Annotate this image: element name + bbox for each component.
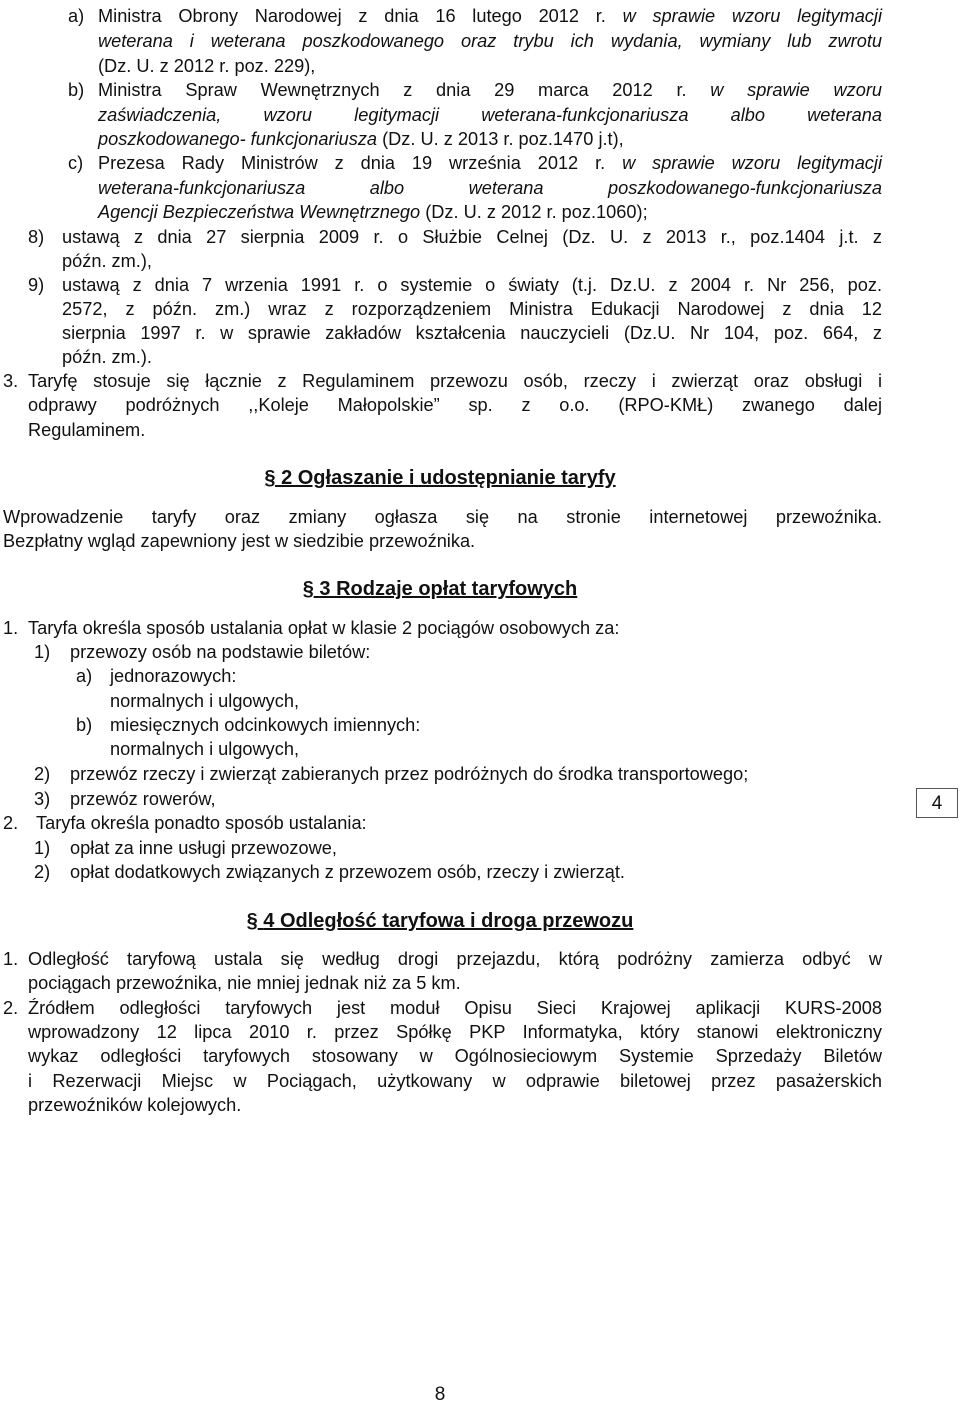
item-3-label: 3.	[3, 371, 19, 391]
sec3-item2-sub2-text: opłat dodatkowych związanych z przewozem osób, rzeczy i zwierząt.	[70, 862, 625, 882]
sec3-sub-a-detail: normalnych i ulgowych,	[110, 691, 300, 711]
sec3-item2-sub2-label: 2)	[34, 862, 51, 882]
item-9-line1: ustawą z dnia 7 wrzenia 1991 r. o systemie o światy (t.j. Dz.U. z 2004 r. Nr 256, poz.	[62, 275, 882, 295]
sec4-item1-line2: pociągach przewoźnika, nie mniej jednak niż za 5 km.	[28, 973, 461, 993]
sec3-item2-sub1-text: opłat za inne usługi przewozowe,	[70, 838, 337, 858]
item-3-line3: Regulaminem.	[28, 420, 146, 440]
sec3-item2-label: 2.	[3, 813, 19, 833]
item-8-line2: późn. zm.),	[62, 251, 152, 271]
item-a-label: a)	[68, 6, 85, 26]
sec4-item2-line2: wprowadzony 12 lipca 2010 r. przez Spółkę PKP Informatyka, który stanowi elektroniczny	[28, 1022, 882, 1042]
item-c-line3: Agencji Bezpieczeństwa Wewnętrznego (Dz. U. z 2012 r. poz.1060);	[98, 202, 648, 222]
section-2-para-line1: Wprowadzenie taryfy oraz zmiany ogłasza się na stronie internetowej przewoźnika.	[3, 507, 882, 527]
sec4-item2-label: 2.	[3, 998, 19, 1018]
sec3-item1-text: Taryfa określa sposób ustalania opłat w klasie 2 pociągów osobowych za:	[28, 618, 620, 638]
item-c-line1: Prezesa Rady Ministrów z dnia 19 września 2012 r. w sprawie wzoru legitymacji	[98, 153, 882, 173]
section-2-heading: § 2 Ogłaszanie i udostępnianie taryfy	[264, 467, 616, 489]
item-a-line2: weterana i weterana poszkodowanego oraz trybu ich wydania, wymiany lub zwrotu	[98, 31, 882, 51]
footer-page-number: 8	[434, 1384, 446, 1405]
item-9-line2: 2572, z późn. zm.) wraz z rozporządzeniem Ministra Edukacji Narodowej z dnia 12	[62, 299, 882, 319]
sec3-sub3-text: przewóz rowerów,	[70, 789, 216, 809]
sec3-sub2-label: 2)	[34, 764, 51, 784]
item-3-line1: Taryfę stosuje się łącznie z Regulaminem przewozu osób, rzeczy i zwierząt oraz obsługi i	[28, 371, 882, 391]
sec4-item2-line4: i Rezerwacji Miejsc w Pociągach, użytkowany w odprawie biletowej przez pasażerskich	[28, 1071, 882, 1091]
sec4-item2-line1: Źródłem odległości taryfowych jest moduł Opisu Sieci Krajowej aplikacji KURS-2008	[28, 998, 882, 1018]
item-b-label: b)	[68, 80, 85, 100]
sec3-sub-a-label: a)	[76, 666, 93, 686]
sec3-sub2-text: przewóz rzeczy i zwierząt zabieranych przez podróżnych do środka transportowego;	[70, 764, 749, 784]
item-b-line3: poszkodowanego- funkcjonariusza (Dz. U. z 2013 r. poz.1470 j.t),	[98, 129, 624, 149]
section-3-heading: § 3 Rodzaje opłat taryfowych	[302, 578, 578, 600]
sec3-sub3-label: 3)	[34, 789, 51, 809]
item-3-line2: odprawy podróżnych ,,Koleje Małopolskie” sp. z o.o. (RPO-KMŁ) zwanego dalej	[28, 395, 882, 415]
sec4-item2-line3: wykaz odległości taryfowych stosowany w Ogólnosieciowym Systemie Sprzedaży Biletów	[28, 1046, 882, 1066]
item-9-label: 9)	[28, 275, 45, 295]
section-2-para-line2: Bezpłatny wgląd zapewniony jest w siedzibie przewoźnika.	[3, 531, 476, 551]
item-8-label: 8)	[28, 227, 45, 247]
item-c-label: c)	[68, 153, 84, 173]
item-a-line1: Ministra Obrony Narodowej z dnia 16 lutego 2012 r. w sprawie wzoru legitymacji	[98, 6, 882, 26]
item-9-line4: późn. zm.).	[62, 347, 152, 367]
sec3-sub1-label: 1)	[34, 642, 51, 662]
sec3-sub-a-text: jednorazowych:	[110, 666, 237, 686]
item-c-line2: weterana-funkcjonariusza albo weterana poszkodowanego-funkcjonariusza	[98, 178, 882, 198]
item-9-line3: sierpnia 1997 r. w sprawie zakładów kształcenia nauczycieli (Dz.U. Nr 104, poz. 664, z	[62, 323, 882, 343]
item-b-line2: zaświadczenia, wzoru legitymacji weterana-funkcjonariusza albo weterana	[98, 105, 882, 125]
sec4-item1-label: 1.	[3, 949, 19, 969]
sec4-item2-line5: przewoźników kolejowych.	[28, 1095, 242, 1115]
sec3-item1-label: 1.	[3, 618, 19, 638]
item-b-line1: Ministra Spraw Wewnętrznych z dnia 29 marca 2012 r. w sprawie wzoru	[98, 80, 882, 100]
sec4-item1-line1: Odległość taryfową ustala się według drogi przejazdu, którą podróżny zamierza odbyć w	[28, 949, 882, 969]
section-4-heading: § 4 Odległość taryfowa i droga przewozu	[246, 910, 634, 932]
item-8-line1: ustawą z dnia 27 sierpnia 2009 r. o Służbie Celnej (Dz. U. z 2013 r., poz.1404 j.t. z	[62, 227, 882, 247]
sec3-item2-text: Taryfa określa ponadto sposób ustalania:	[36, 813, 367, 833]
sec3-sub-b-text: miesięcznych odcinkowych imiennych:	[110, 715, 421, 735]
sec3-sub-b-label: b)	[76, 715, 93, 735]
item-a-line3: (Dz. U. z 2012 r. poz. 229),	[98, 56, 316, 76]
sec3-sub-b-detail: normalnych i ulgowych,	[110, 739, 300, 759]
sec3-item2-sub1-label: 1)	[34, 838, 51, 858]
sec3-sub1-text: przewozy osób na podstawie biletów:	[70, 642, 371, 662]
side-page-number: 4	[916, 788, 958, 818]
